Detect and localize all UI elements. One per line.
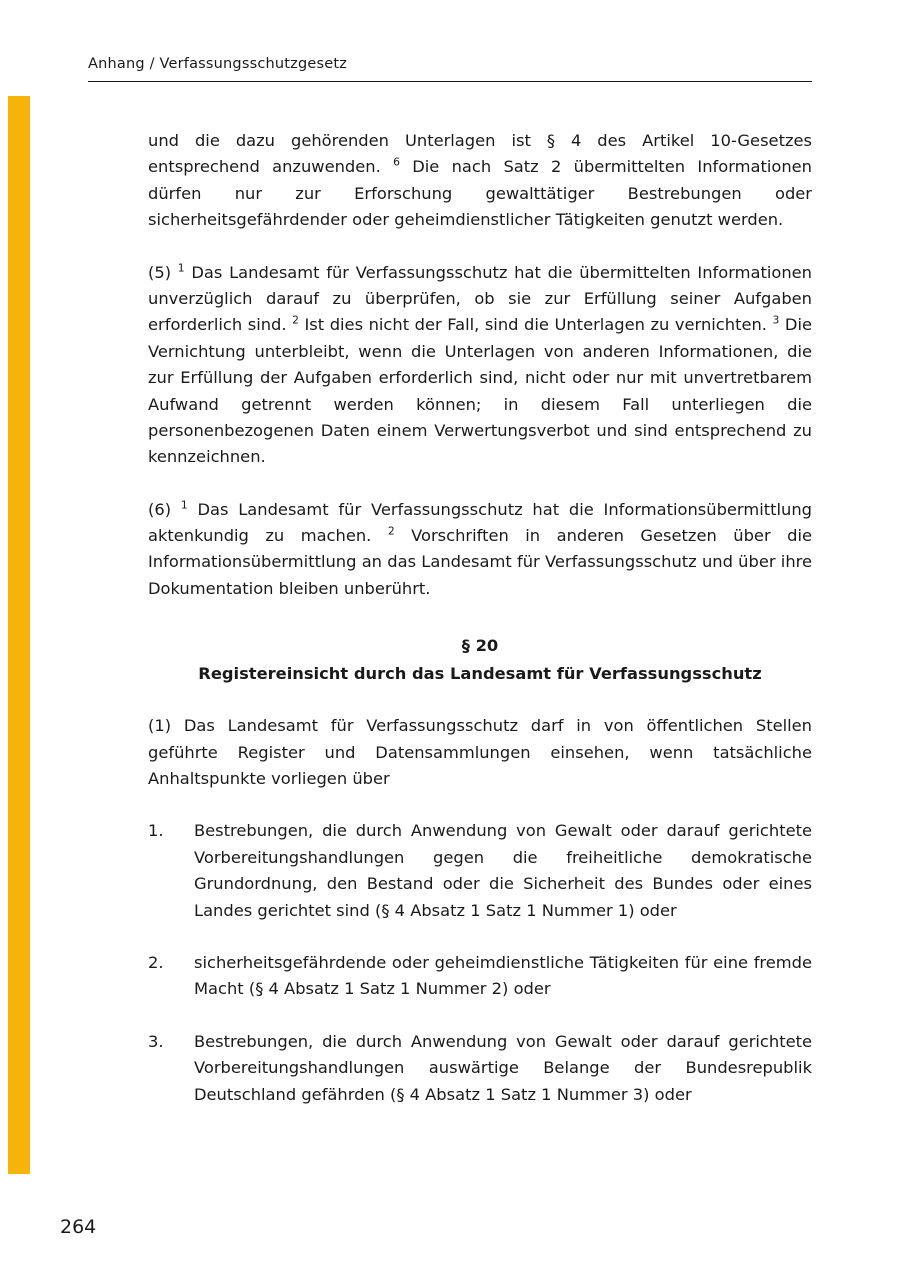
paragraph-continuation: und die dazu gehörenden Unterlagen ist § 4 des Artikel 10-Gesetzes entsprechend anzuwenden. $^6$ Die nach Satz 2 übermittelten Informationen dürfen nur zur Erforschung gewalttätiger Bestrebungen oder sicherheitsgefährdender oder geheimdienstlicher Tätigkeiten genutzt werden.	[148, 131, 812, 230]
numbered-list	[148, 818, 812, 1108]
list-item-marker: 3.	[148, 1031, 164, 1051]
page-edge-marker	[8, 96, 30, 1174]
list-item-marker: 2.	[148, 952, 164, 972]
list-item	[148, 950, 812, 1003]
page-number: 264	[60, 1216, 97, 1238]
list-item-marker: 1.	[148, 821, 164, 841]
paragraph-absatz-5: (5) $^1$ Das Landesamt für Verfassungsschutz hat die übermittelten Informationen unverzüglich darauf zu überprüfen, ob sie zur Erfüllung seiner Aufgaben erforderlich sind. $^2$ Ist dies nicht der Fall, sind die Unterlagen zu vernichten. $^3$ Die Vernichtung unterbleibt, wenn die Unterlagen von anderen Informationen, die zur Erfüllung der Aufgaben erforderlich sind, nicht oder nur mit unvertretbarem Aufwand getrennt werden können; in diesem Fall unterliegen die personenbezogenen Daten einem Verwertungsverbot und sind entsprechend zu kennzeichnen.	[148, 261, 812, 467]
section-intro-paragraph: (1) Das Landesamt für Verfassungsschutz darf in von öffentlichen Stellen geführte Register und Datensammlungen einsehen, wenn tatsächliche Anhaltspunkte vorliegen über	[148, 716, 812, 789]
paragraph-absatz-6: (6) $^1$ Das Landesamt für Verfassungsschutz hat die Informationsübermittlung aktenkundig zu machen. $^2$ Vorschriften in anderen Gesetzen über die Informationsübermittlung an das Landesamt für Verfassungsschutz und über ihre Dokumentation bleiben unberührt.	[148, 498, 812, 598]
section-title: Registereinsicht durch das Landesamt für Verfassungsschutz	[198, 664, 762, 684]
sentence-marker: 6	[393, 155, 400, 169]
list-item	[148, 1029, 812, 1108]
section-number: § 20	[461, 636, 499, 656]
list-item	[148, 818, 812, 924]
header-rule	[88, 81, 812, 82]
list-item-text: Bestrebungen, die durch Anwendung von Gewalt oder darauf gerichtete Vorbereitungshandlungen gegen die freiheitliche demokratische Grundordnung, den Bestand oder die Sicherheit des Bundes oder eines Landes gerichtet sind (§ 4 Absatz 1 Satz 1 Nummer 1) oder	[194, 821, 812, 920]
sentence-marker: 1	[180, 498, 188, 512]
running-title: Anhang / Verfassungsschutzgesetz	[88, 56, 348, 72]
list-item-text: sicherheitsgefährdende oder geheimdienstliche Tätigkeiten für eine fremde Macht (§ 4 Absatz 1 Satz 1 Nummer 2) oder	[194, 952, 812, 999]
page-header	[88, 56, 812, 82]
sentence-marker: 2	[387, 524, 395, 538]
sentence-marker: 1	[177, 261, 185, 275]
sentence-marker: 2	[292, 313, 299, 327]
list-item-text: Bestrebungen, die durch Anwendung von Gewalt oder darauf gerichtete Vorbereitungshandlungen auswärtige Belange der Bundesrepublik Deutschland gefährden (§ 4 Absatz 1 Satz 1 Nummer 3) oder	[194, 1031, 812, 1104]
sentence-marker: 3	[772, 313, 780, 327]
page-body	[148, 128, 812, 1108]
